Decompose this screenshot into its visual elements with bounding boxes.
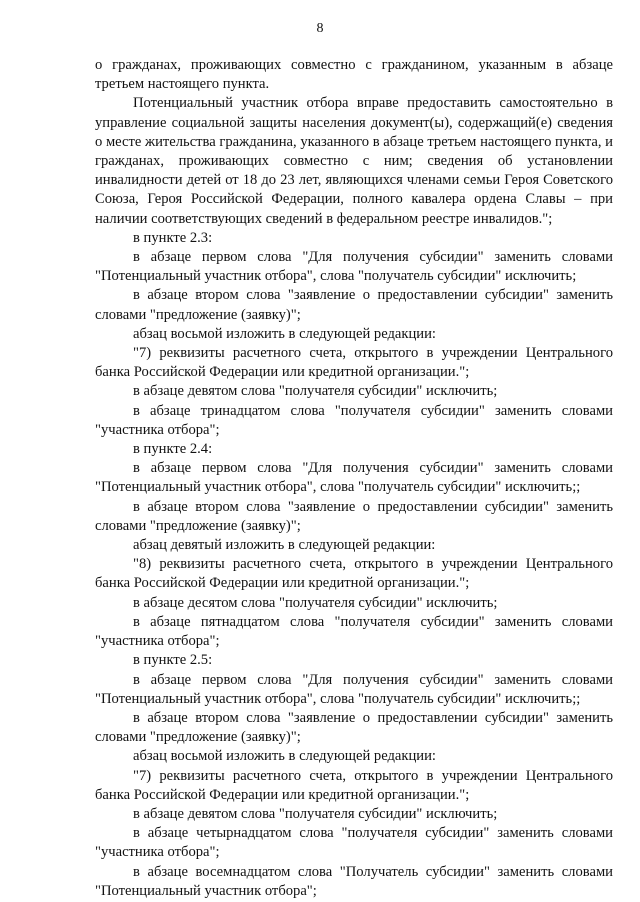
paragraph-9: в абзаце тринадцатом слова "получателя субсидии" заменить словами "участника отбора"; bbox=[95, 402, 613, 438]
paragraph-23: в абзаце четырнадцатом слова "получателя субсидии" заменить словами "участника отбора"; bbox=[95, 825, 613, 861]
paragraph-6: абзац восьмой изложить в следующей редакции: bbox=[133, 325, 436, 342]
paragraph-17: в пункте 2.5: bbox=[133, 652, 213, 669]
document-body bbox=[95, 56, 613, 901]
paragraph-15: в абзаце десятом слова "получателя субсидии" исключить; bbox=[133, 594, 498, 611]
paragraph-2: Потенциальный участник отбора вправе предоставить самостоятельно в управление социальной защиты населения документ(ы), содержащий(е) сведения о месте жительства гражданина, указанного в абзаце третьем настоящего пункта, и гражданах, проживающих совместно с ним; сведения об установлении инвалидности детей от 18 до 23 лет, являющихся членами семьи Героя Советского Союза, Героя Российской Федерации, полного кавалера ордена Славы – при наличии соответствующих сведений в федеральном реестре инвалидов."; bbox=[95, 95, 613, 227]
paragraph-13: абзац девятый изложить в следующей редакции: bbox=[133, 537, 436, 554]
paragraph-20: абзац восьмой изложить в следующей редакции: bbox=[133, 748, 436, 765]
paragraph-5: в абзаце втором слова "заявление о предоставлении субсидии" заменить словами "предложение (заявку)"; bbox=[95, 287, 613, 323]
paragraph-19: в абзаце втором слова "заявление о предоставлении субсидии" заменить словами "предложение (заявку)"; bbox=[95, 709, 613, 746]
paragraph-12: в абзаце втором слова "заявление о предоставлении субсидии" заменить словами "предложение (заявку)"; bbox=[95, 498, 613, 534]
page-number: 8 bbox=[316, 21, 324, 36]
paragraph-24: в абзаце восемнадцатом слова "Получатель субсидии" заменить словами "Потенциальный участник отбора"; bbox=[95, 863, 613, 899]
paragraph-18: в абзаце первом слова "Для получения субсидии" заменить словами "Потенциальный участник отбора", слова "получатель субсидии" исключить;; bbox=[95, 671, 613, 707]
paragraph-21: "7) реквизиты расчетного счета, открытого в учреждении Центрального банка Российской Федерации или кредитной организации."; bbox=[95, 767, 613, 803]
paragraph-22: в абзаце девятом слова "получателя субсидии" исключить; bbox=[133, 805, 498, 822]
paragraph-14: "8) реквизиты расчетного счета, открытого в учреждении Центрального банка Российской Федерации или кредитной организации."; bbox=[95, 556, 613, 592]
paragraph-10: в пункте 2.4: bbox=[133, 441, 213, 458]
paragraph-16: в абзаце пятнадцатом слова "получателя субсидии" заменить словами "участника отбора"; bbox=[95, 613, 613, 650]
paragraph-7: "7) реквизиты расчетного счета, открытого в учреждении Центрального банка Российской Федерации или кредитной организации."; bbox=[95, 345, 613, 381]
paragraph-4: в абзаце первом слова "Для получения субсидии" заменить словами "Потенциальный участник отбора", слова "получатель субсидии" исключить; bbox=[95, 249, 613, 285]
paragraph-11: в абзаце первом слова "Для получения субсидии" заменить словами "Потенциальный участник отбора", слова "получатель субсидии" исключить;; bbox=[95, 460, 613, 496]
paragraph-3: в пункте 2.3: bbox=[133, 229, 213, 246]
paragraph-1: о гражданах, проживающих совместно с гражданином, указанным в абзаце третьем настоящего пункта. bbox=[95, 57, 613, 93]
paragraph-8: в абзаце девятом слова "получателя субсидии" исключить; bbox=[133, 383, 498, 400]
